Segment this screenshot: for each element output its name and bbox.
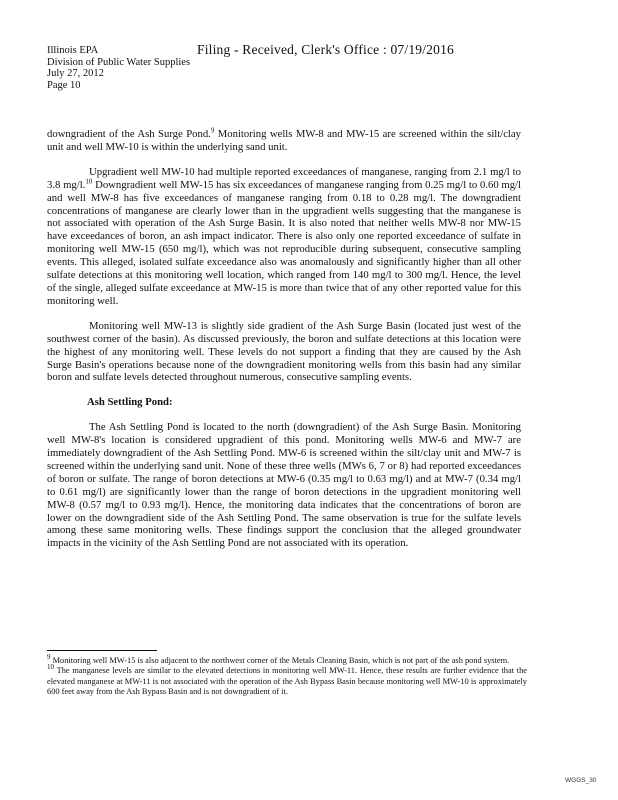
paragraph-1-text-a: downgradient of the Ash Surge Pond. (47, 128, 211, 140)
footnote-9-text: Monitoring well MW-15 is also adjacent to the northwest corner of the Metals Cleaning Basin, which is not part of the ash pond system. (50, 656, 510, 665)
footnotes (47, 653, 527, 698)
header-date: July 27, 2012 (47, 68, 104, 79)
paragraph-2-text-b: Downgradient well MW-15 has six exceedances of manganese ranging from 0.25 mg/l to 0.60 mg/l and well MW-8 has five exceedances of manganese ranging from 0.18 to 0.28 mg/l. The downgradient concentrations of manganese are clearly lower than in the upgradient wells suggesting that the manganese is not associated with operation of the Ash Surge Basin. It is also noted that neither wells MW-8 nor MW-15 have exceedances of boron, an ash impact indicator. There is also only one reported exceedance of sulfate in monitoring well MW-15 (650 mg/l), which was not reproducible during subsequent, consecutive sampling events. This alleged, isolated sulfate exceedance also was anomalously and significantly higher than all other sulfate detections at this monitoring well location, which ranged from 140 mg/l to 300 mg/l. Hence, the level of the single, alleged sulfate exceedance at MW-15 is more than twice that of any other reported value for this monitoring well. (47, 178, 521, 307)
paragraph-3: Monitoring well MW-13 is slightly side gradient of the Ash Surge Basin (located just west of the southwest corner of the basin). As discussed previously, the boron and sulfate detections at this location were the highest of any monitoring well. These levels do not support a finding that they are caused by the Ash Surge Basin's operations because none of the downgradient monitoring wells from this basin had any similar boron and sulfate levels detected throughout numerous, consecutive sampling events. (47, 319, 521, 384)
filing-stamp: Filing - Received, Clerk's Office : 07/19/2016 (197, 42, 454, 57)
footnote-10-number: 10 (47, 663, 54, 672)
footnote-9 (47, 653, 527, 666)
paragraph-1-text-b: Monitoring wells MW-8 and MW-15 are screened within the silt/clay unit and well MW-10 is within the underlying sand unit. (47, 128, 521, 153)
page-identifier: WGGS_30 (565, 777, 597, 784)
paragraph-2-text-a: Upgradient well MW-10 had multiple reported exceedances of manganese, ranging from 2.1 mg/l to 3.8 mg/l. (47, 165, 521, 191)
footnote-9-number: 9 (47, 653, 51, 662)
footnote-divider (47, 650, 157, 651)
paragraph-2 (47, 166, 521, 308)
paragraph-4: The Ash Settling Pond is located to the north (downgradient) of the Ash Surge Basin. Monitoring well MW-8's location is considered upgradient of this pond. Monitoring wells MW-6 and MW-7 are immediately downgradient of the Ash Settling Pond. MW-6 is screened within the silt/clay unit and MW-7 is screened within the underlying sand unit. None of these three wells (MWs 6, 7 or 8) had reported exceedances of boron or sulfate. The range of boron detections at MW-6 (0.35 mg/l to 0.63 mg/l) and at MW-7 (0.34 mg/l to 0.61 mg/l) are significantly lower than the range of boron detections in the upgradient monitoring well MW-8 (0.57 mg/l to 0.93 mg/l). Hence, the monitoring data indicates that the concentrations of boron are lower on the downgradient side of the Ash Settling Pond. The same observation is true for the sulfate levels among these same monitoring wells. These findings support the conclusion that the alleged groundwater impacts in the vicinity of the Ash Settling Pond are not associated with its operation. (47, 421, 521, 550)
footnote-10-text: The manganese levels are similar to the elevated detections in monitoring well MW-11. Hence, these results are further evidence that the elevated manganese at MW-11 is not associated with the operation of the Ash Bypass Basin because monitoring well MW-10 is approximately 600 feet away from the Ash Bypass Basin and is not downgradient of it. (47, 666, 527, 697)
header-division: Division of Public Water Supplies (47, 56, 191, 68)
footnote-10 (47, 663, 527, 697)
section-heading-ash-settling-pond: Ash Settling Pond: (87, 396, 173, 409)
header-agency: Illinois EPA (47, 45, 99, 56)
footnote-ref-9: 9 (210, 126, 215, 135)
document-body (47, 128, 521, 562)
header-page-number: Page 10 (47, 79, 81, 91)
paragraph-1 (47, 128, 521, 154)
footnote-ref-10: 10 (85, 177, 93, 186)
letter-header (47, 45, 190, 91)
